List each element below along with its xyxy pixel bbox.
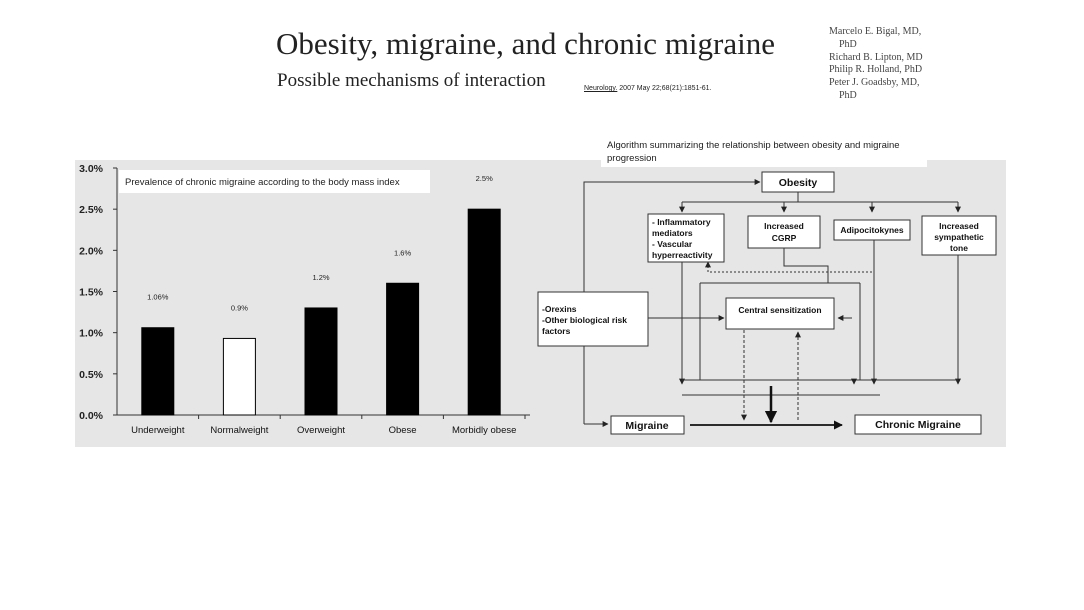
data-label: 1.06% [147,292,169,302]
y-tick-label: 0.0% [79,410,103,422]
connector-dotted-feedback [708,262,872,272]
svg-text:Adipocitokynes: Adipocitokynes [840,225,904,235]
bar-normalweight [223,338,255,415]
svg-text:factors: factors [542,326,571,336]
y-tick-label: 0.5% [79,368,103,381]
flowchart-caption: Algorithm summarizing the relationship between obesity and migraine progression [601,137,927,167]
author-line: PhD [839,89,857,101]
svg-text:CGRP: CGRP [771,233,797,243]
flow-node-migraine [611,416,684,434]
citation-details: 2007 May 22;68(21):1851-61. [617,85,712,92]
author-line: PhD [839,38,857,50]
chart-title: Prevalence of chronic migraine according to the body mass index [125,177,400,188]
y-tick-label: 2.0% [79,245,103,258]
data-label: 0.9% [230,303,248,313]
svg-text:tone: tone [950,243,968,253]
flow-node-orexins [538,292,648,346]
x-tick-label: Normalweight [210,425,269,436]
bar-overweight [305,308,337,415]
svg-text:hyperreactivity: hyperreactivity [652,250,713,260]
svg-text:-Orexins: -Orexins [542,304,577,314]
author-line: Marcelo E. Bigal, MD, [829,26,922,37]
bar-morbidly-obese [468,209,500,415]
flow-node-central-sensitization [726,298,834,329]
y-tick-label: 1.5% [79,286,103,299]
flow-node-cgrp [748,216,820,248]
x-tick-label: Morbidly obese [451,425,517,436]
y-tick-label: 3.0% [79,163,103,175]
flow-node-sympathetic [922,216,996,255]
svg-text:Increased: Increased [764,221,804,231]
bar-underweight [142,328,174,415]
slide-subtitle: Possible mechanisms of interaction [277,70,546,91]
flow-node-chronic-migraine [855,415,981,434]
author-line: Richard B. Lipton, MD [829,51,923,63]
connector-cgrp-mid [784,248,828,283]
y-tick-label: 1.0% [79,327,103,340]
svg-text:- Vascular: - Vascular [652,239,693,249]
x-tick-label: Underweight [131,425,185,436]
citation-journal-link[interactable]: Neurology. [584,85,618,92]
flow-node-obesity [762,172,834,192]
flow-node-inflammatory [648,214,724,262]
svg-text:Migraine: Migraine [625,420,669,432]
y-tick-label: 2.5% [79,204,103,217]
data-label: 2.5% [475,174,493,184]
flow-node-adipocitokynes [834,220,910,240]
bar-obese [387,283,419,415]
svg-text:Obesity: Obesity [778,177,818,189]
author-line: Peter J. Goadsby, MD, [829,77,920,89]
svg-text:Chronic Migraine: Chronic Migraine [875,419,961,431]
svg-text:Central sensitization: Central sensitization [738,305,822,315]
x-tick-label: Overweight [296,425,346,436]
svg-text:sympathetic: sympathetic [934,232,984,242]
data-label: 1.2% [312,272,330,282]
slide-title: Obesity, migraine, and chronic migraine [276,26,775,61]
x-tick-label: Obese [388,425,417,436]
svg-text:- Inflammatory: - Inflammatory [652,217,711,227]
svg-text:mediators: mediators [652,228,693,238]
svg-text:-Other biological risk: -Other biological risk [542,315,628,325]
svg-text:Increased: Increased [939,221,979,231]
author-line: Philip R. Holland, PhD [829,64,923,76]
data-label: 1.6% [394,248,412,258]
